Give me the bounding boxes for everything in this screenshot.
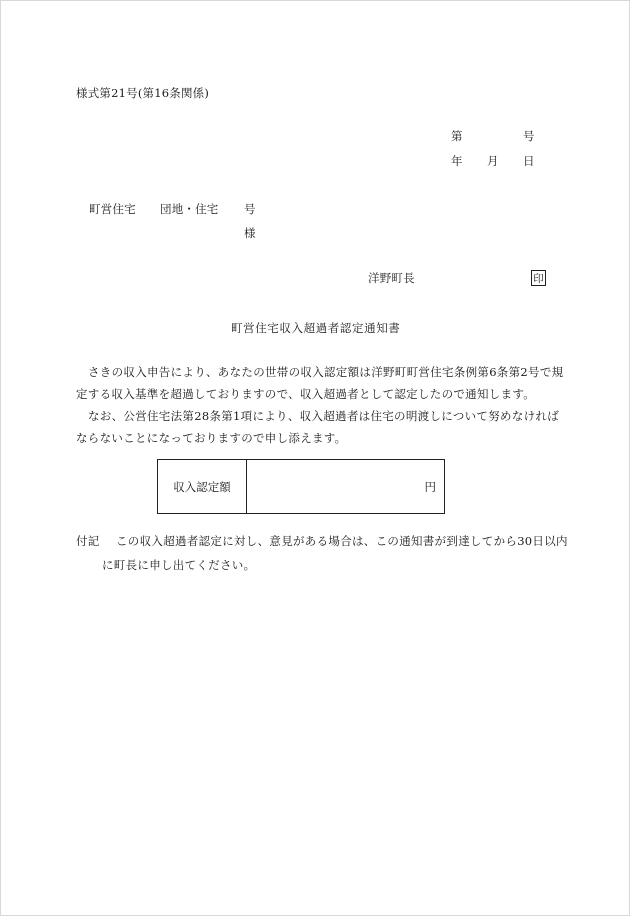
note-block [76,529,576,577]
amount-table [157,459,445,514]
date-year: 年 [451,154,463,168]
date-day: 日 [523,154,535,168]
paragraph-2: なお、公営住宅法第28条第1項により、収入超過者は住宅の明渡しについて努めなければならないことになっておりますので申し添えます。 [76,409,560,445]
document-title: 町営住宅収入超過者認定通知書 [231,321,401,335]
seal-mark: 印 [531,270,546,286]
issuer-title: 洋野町長 [368,271,415,285]
paragraph-1: さきの収入申告により、あなたの世帯の収入認定額は洋野町町営住宅条例第6条第2号で規定する収入基準を超過しておりますので、収入超過者として認定したので通知します。 [76,365,564,401]
date-month: 月 [487,154,499,168]
note-line-2: に町長に申し出てください。 [102,558,256,572]
addressee-honorific: 様 [244,226,256,240]
form-number: 様式第21号(第16条関係) [76,86,210,100]
doc-number-suffix: 号 [523,129,535,143]
note-line-1: この収入超過者認定に対し、意見がある場合は、この通知書が到達してから30日以内 [116,534,568,548]
amount-label: 収入認定額 [158,460,247,514]
amount-value-cell: 円 [247,460,445,514]
doc-number-prefix: 第 [451,129,463,143]
addressee-room-number: 号 [244,202,256,216]
addressee-housing: 町営住宅 [89,202,136,216]
note-head: 付記 [76,534,100,548]
addressee-estate: 団地・住宅 [160,202,219,216]
